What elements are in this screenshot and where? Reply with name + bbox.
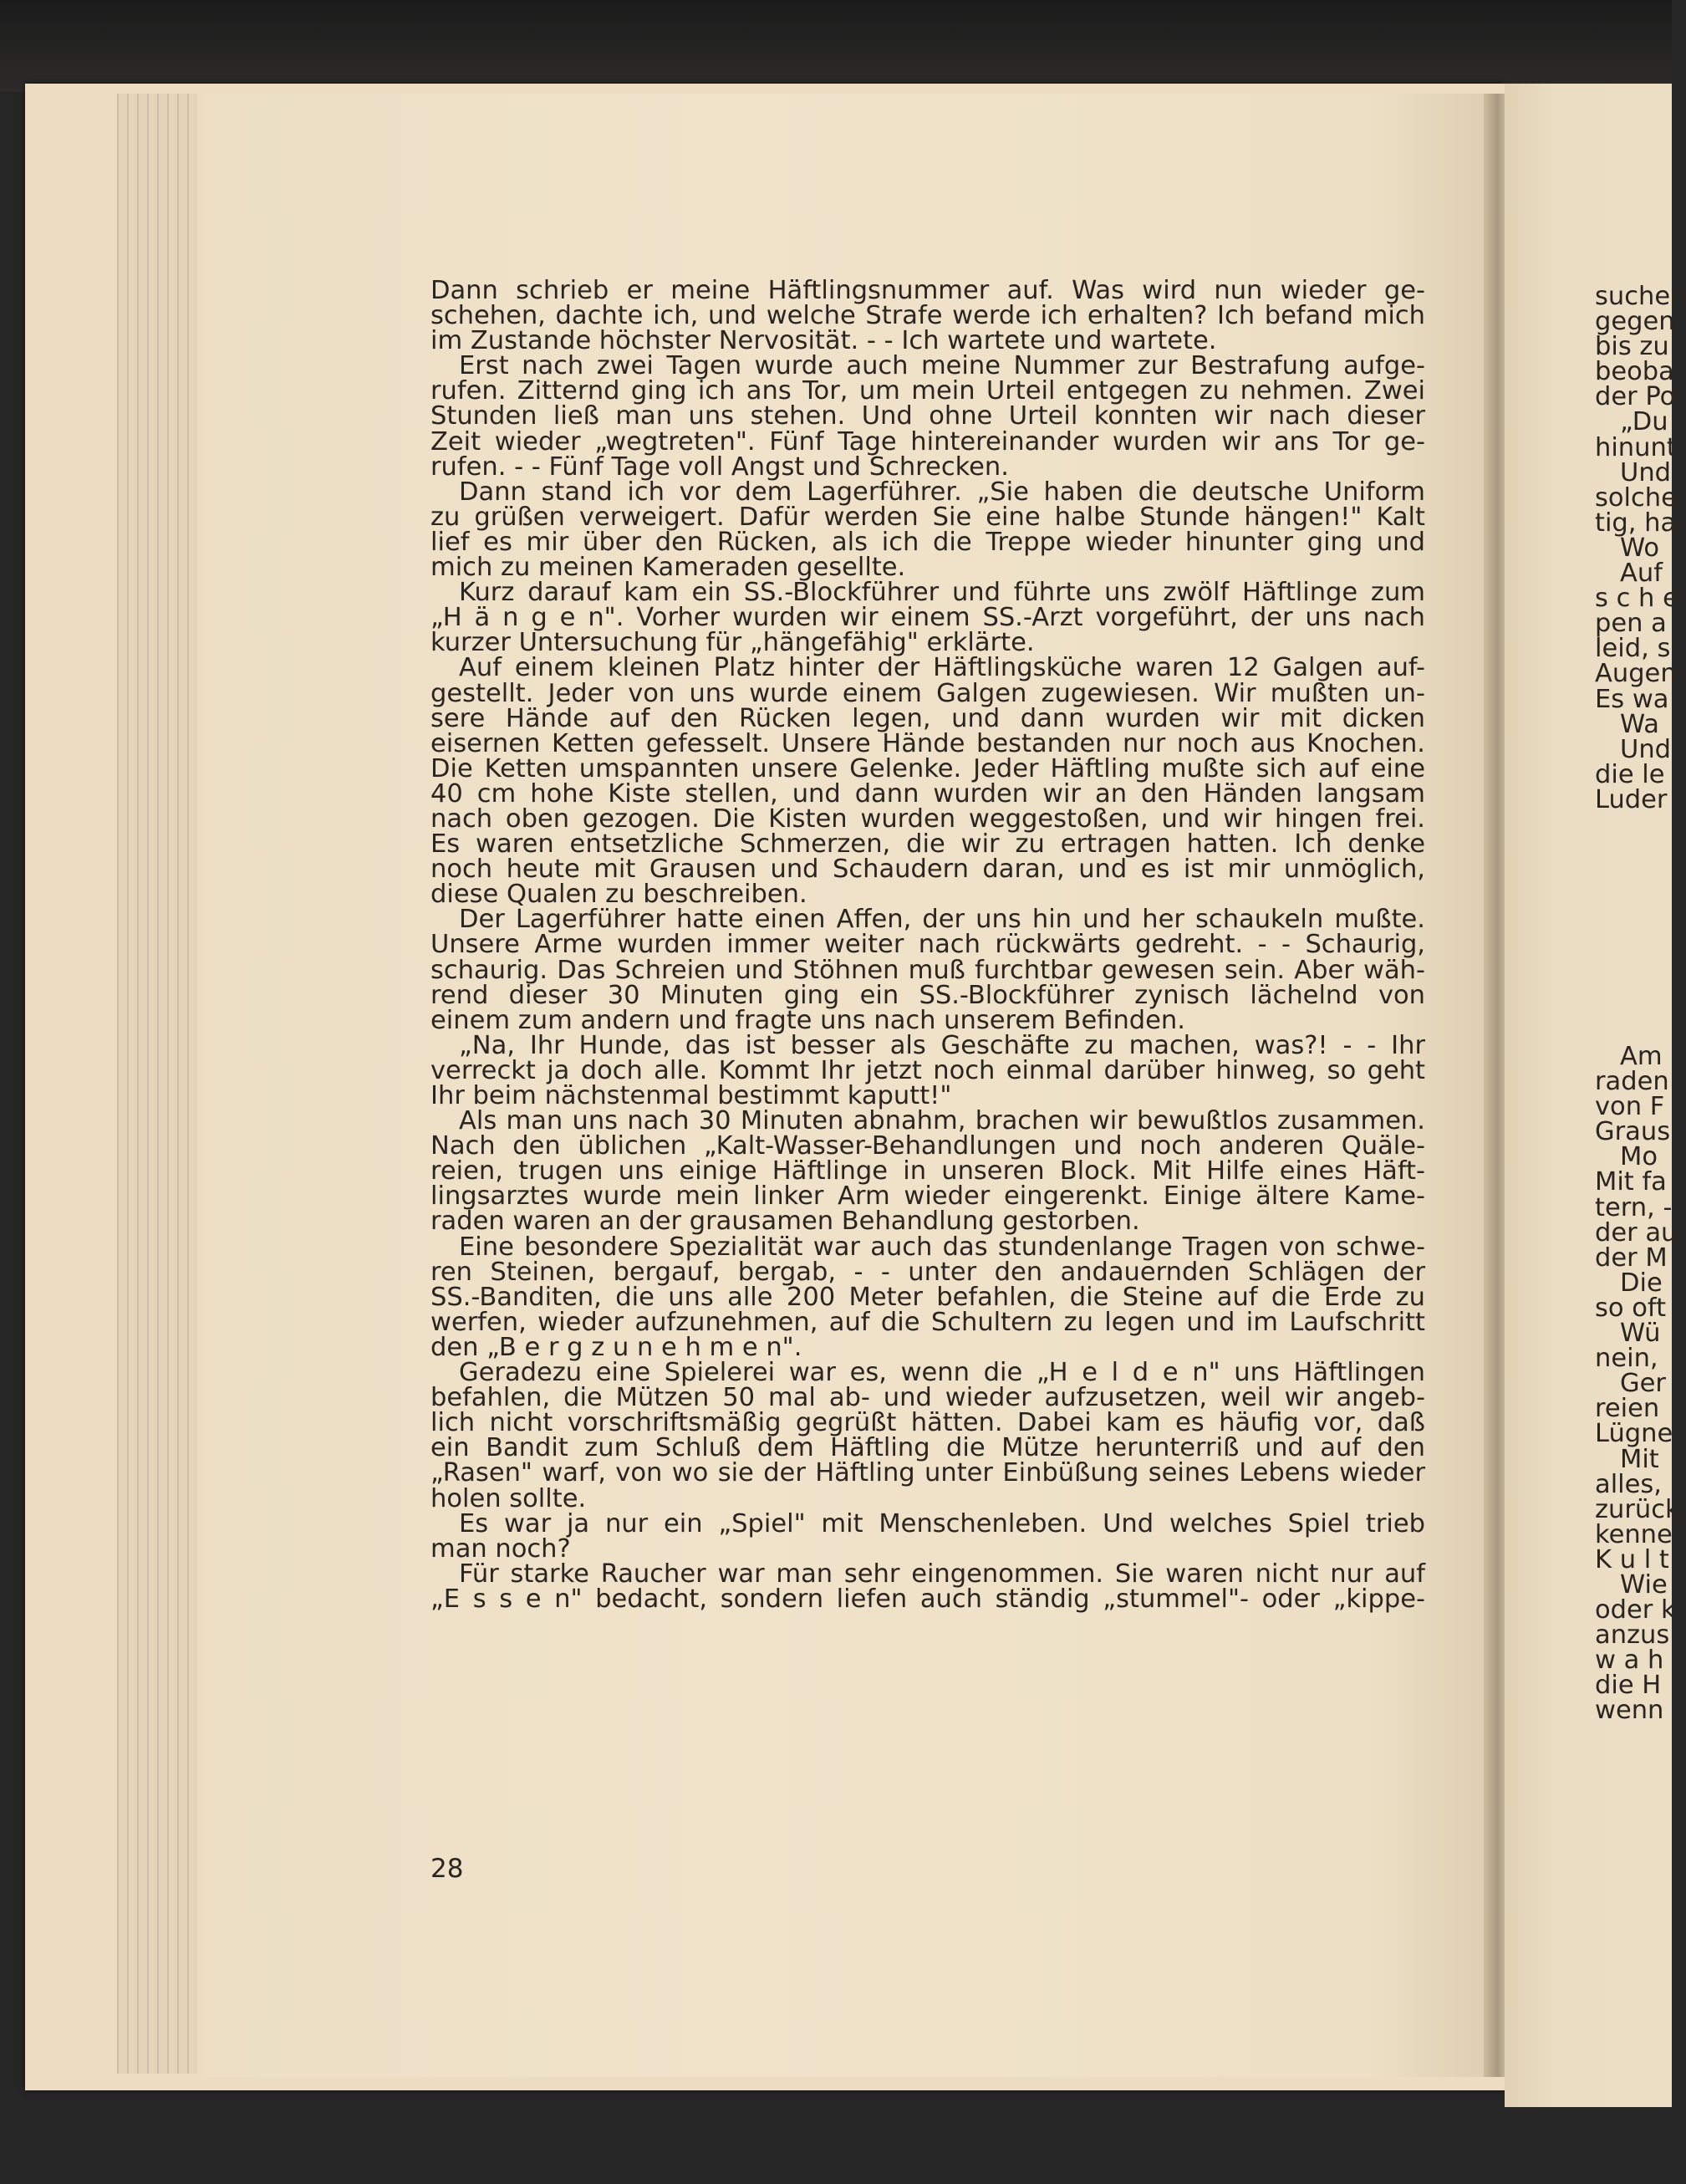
text-line: Mit — [1620, 1444, 1659, 1474]
text-line: befahlen, die Mützen 50 mal ab- und wieder aufzusetzen, weil wir angeb- — [430, 1383, 1425, 1413]
text-line: tern, - — [1595, 1192, 1673, 1222]
text-line: oder k — [1595, 1595, 1676, 1625]
text-line: Auf — [1620, 559, 1663, 589]
page-edge — [127, 94, 137, 2074]
text-line: Graus — [1595, 1117, 1671, 1147]
page-edge — [117, 94, 127, 2074]
text-line: Wa — [1620, 709, 1659, 739]
text-line: beoba — [1595, 357, 1674, 387]
text-line: lief es mir über den Rücken, als ich die Treppe wieder hinunter ging und — [430, 527, 1425, 557]
background-shadow — [0, 0, 1672, 92]
text-line: Ihr beim nächstenmal bestimmt kaputt!" — [430, 1081, 952, 1110]
page-edge — [137, 94, 147, 2074]
text-line: K u l t — [1595, 1544, 1669, 1574]
text-line: kurzer Untersuchung für „hängefähig" erklärte. — [430, 628, 1035, 658]
text-line: Und — [1620, 734, 1672, 764]
text-line: rend dieser 30 Minuten ging ein SS.-Blockführer zynisch lächelnd von — [430, 980, 1425, 1010]
text-line: leid, s — [1595, 634, 1671, 664]
text-line: Am — [1620, 1042, 1663, 1071]
text-line: Der Lagerführer hatte einen Affen, der uns hin und her schaukeln mußte. — [459, 905, 1425, 935]
text-line: schaurig. Das Schreien und Stöhnen muß furchtbar gewesen sein. Aber wäh- — [430, 955, 1425, 985]
text-line: Erst nach zwei Tagen wurde auch meine Nummer zur Bestrafung aufge- — [459, 351, 1425, 381]
text-line: nein, — [1595, 1344, 1658, 1374]
page-edge — [187, 94, 197, 2074]
text-line: Ger — [1620, 1369, 1666, 1399]
right-page-text-block-1 — [1595, 282, 1686, 814]
text-line: sere Hände auf den Rücken legen, und dann wurden wir mit dicken — [430, 703, 1425, 733]
text-line: „Du — [1620, 407, 1668, 437]
text-line: Es waren entsetzliche Schmerzen, die wir zu ertragen hatten. Ich denke — [430, 829, 1425, 860]
text-line: Eine besondere Spezialität war auch das stundenlange Tragen von schwe- — [459, 1232, 1425, 1262]
text-line: SS.-Banditen, die uns alle 200 Meter befahlen, die Steine auf die Erde zu — [430, 1282, 1425, 1312]
text-line: „E s s e n" bedacht, sondern liefen auch ständig „stummel"- oder „kippe- — [430, 1584, 1425, 1614]
text-line: Wü — [1620, 1319, 1661, 1349]
text-line: anzus — [1595, 1620, 1670, 1651]
text-line: tig, ha — [1595, 508, 1677, 538]
text-line: Lügne — [1595, 1419, 1673, 1449]
text-line: der M — [1595, 1243, 1668, 1273]
page-edge — [167, 94, 177, 2074]
page-number: 28 — [430, 1854, 464, 1884]
text-line: Die Ketten umspannten unsere Gelenke. Jeder Häftling mußte sich auf eine — [430, 753, 1425, 783]
text-line: Und — [1620, 457, 1672, 487]
page-body-text — [430, 278, 1425, 1612]
text-line: kenne — [1595, 1519, 1673, 1549]
text-line: Es wa — [1595, 684, 1669, 714]
text-line: Kurz darauf kam ein SS.-Blockführer und führte uns zwölf Häftlinge zum — [459, 578, 1425, 608]
page-edge — [147, 94, 157, 2074]
text-line: bis zu — [1595, 332, 1669, 362]
text-line: rufen. Zitternd ging ich ans Tor, um mein Urteil entgegen zu nehmen. Zwei — [430, 376, 1425, 406]
text-line: holen sollte. — [430, 1483, 587, 1513]
text-line: Wo — [1620, 533, 1660, 563]
text-line: Dann stand ich vor dem Lagerführer. „Sie haben die deutsche Uniform — [459, 477, 1425, 507]
text-line: Unsere Arme wurden immer weiter nach rückwärts gedreht. - - Schaurig, — [430, 930, 1425, 960]
text-line: so oft — [1595, 1293, 1667, 1323]
text-line: s c h e — [1595, 584, 1678, 614]
text-line: von F — [1595, 1092, 1665, 1122]
text-line: man noch? — [430, 1533, 571, 1564]
text-line: im Zustande höchster Nervosität. - - Ich wartete und wartete. — [430, 326, 1217, 356]
text-line: rufen. - - Fünf Tage voll Angst und Schrecken. — [430, 452, 1009, 482]
text-line: raden — [1595, 1067, 1669, 1097]
text-line: „Rasen" warf, von wo sie der Häftling unter Einbüßung seines Lebens wieder — [430, 1458, 1425, 1488]
text-line: Augen — [1595, 659, 1677, 689]
right-page-text-block-2 — [1595, 1042, 1680, 1726]
text-line: eisernen Ketten gefesselt. Unsere Hände bestanden nur noch aus Knochen. — [430, 728, 1425, 758]
page-edge — [177, 94, 187, 2074]
text-line: Die — [1620, 1268, 1663, 1298]
text-line: den „B e r g z u n e h m e n". — [430, 1332, 802, 1362]
text-line: Mit fa — [1595, 1167, 1667, 1197]
text-line: Dann schrieb er meine Häftlingsnummer auf. Was wird nun wieder ge- — [430, 276, 1425, 305]
text-line: Für starke Raucher war man sehr eingenommen. Sie waren nicht nur auf — [459, 1559, 1425, 1589]
text-line: der Po — [1595, 382, 1676, 412]
text-line: gegen — [1595, 307, 1675, 337]
text-line: werfen, wieder aufzunehmen, auf die Schultern zu legen und im Laufschritt — [430, 1307, 1425, 1337]
text-line: Nach den üblichen „Kalt-Wasser-Behandlungen und noch anderen Quäle- — [430, 1131, 1425, 1161]
text-line: Geradezu eine Spielerei war es, wenn die „H e l d e n" uns Häftlingen — [459, 1358, 1425, 1388]
text-line: ren Steinen, bergauf, bergab, - - unter den andauernden Schlägen der — [430, 1257, 1425, 1287]
text-line: Wie — [1620, 1569, 1668, 1600]
text-line: Stunden ließ man uns stehen. Und ohne Urteil konnten wir nach dieser — [430, 401, 1425, 431]
text-line: alles, — [1595, 1469, 1662, 1499]
text-line: Mo — [1620, 1142, 1658, 1172]
text-line: die H — [1595, 1671, 1662, 1701]
text-line: reien — [1595, 1394, 1660, 1424]
text-line: schehen, dachte ich, und welche Strafe werde ich erhalten? Ich befand mich — [430, 301, 1425, 331]
text-line: gestellt. Jeder von uns wurde einem Galgen zugewiesen. Wir mußten un- — [430, 678, 1425, 708]
text-line: der au — [1595, 1217, 1678, 1248]
text-line: diese Qualen zu beschreiben. — [430, 880, 807, 910]
text-line: pen a — [1595, 609, 1667, 639]
text-line: ein Bandit zum Schluß dem Häftling die Mütze herunterriß und auf den — [430, 1433, 1425, 1463]
text-line: mich zu meinen Kameraden gesellte. — [430, 553, 906, 583]
text-line: lingsarztes wurde mein linker Arm wieder eingerenkt. Einige ältere Kame- — [430, 1181, 1425, 1212]
text-line: nach oben gezogen. Die Kisten wurden weggestoßen, und wir hingen frei. — [430, 804, 1425, 834]
text-line: „H ä n g e n". Vorher wurden wir einem SS.-Arzt vorgeführt, der uns nach — [430, 603, 1425, 633]
text-line: Auf einem kleinen Platz hinter der Häftlingsküche waren 12 Galgen auf- — [459, 653, 1425, 683]
text-line: einem zum andern und fragte uns nach unserem Befinden. — [430, 1005, 1185, 1035]
text-line: wenn — [1595, 1696, 1664, 1726]
text-line: die le — [1595, 759, 1665, 789]
text-line: Luder — [1595, 784, 1668, 814]
text-line: suchen — [1595, 282, 1686, 311]
text-line: Als man uns nach 30 Minuten abnahm, brachen wir bewußtlos zusammen. — [459, 1106, 1425, 1136]
text-line: hinunt — [1595, 432, 1677, 462]
text-line: lich nicht vorschriftsmäßig gegrüßt hätten. Dabei kam es häufig vor, daß — [430, 1408, 1425, 1438]
text-line: zu grüßen verweigert. Dafür werden Sie eine halbe Stunde hängen!" Kalt — [430, 502, 1425, 532]
text-line: „Na, Ihr Hunde, das ist besser als Geschäfte zu machen, was?! - - Ihr — [459, 1030, 1425, 1060]
text-line: solche — [1595, 482, 1677, 513]
text-line: reien, trugen uns einige Häftlinge in unseren Block. Mit Hilfe eines Häft- — [430, 1156, 1425, 1186]
text-line: raden waren an der grausamen Behandlung gestorben. — [430, 1207, 1140, 1237]
text-line: zurück — [1595, 1494, 1680, 1524]
text-line: Es war ja nur ein „Spiel" mit Menschenleben. Und welches Spiel trieb — [459, 1508, 1425, 1538]
text-line: verreckt ja doch alle. Kommt Ihr jetzt noch einmal darüber hinweg, so geht — [430, 1055, 1425, 1085]
text-line: 40 cm hohe Kiste stellen, und dann wurden wir an den Händen langsam — [430, 778, 1425, 809]
text-line: Zeit wieder „wegtreten". Fünf Tage hintereinander wurden wir ans Tor ge- — [430, 426, 1425, 457]
text-line: noch heute mit Grausen und Schaudern daran, und es ist mir unmöglich, — [430, 855, 1425, 885]
text-line: w a h — [1595, 1646, 1664, 1676]
page-edge — [157, 94, 167, 2074]
